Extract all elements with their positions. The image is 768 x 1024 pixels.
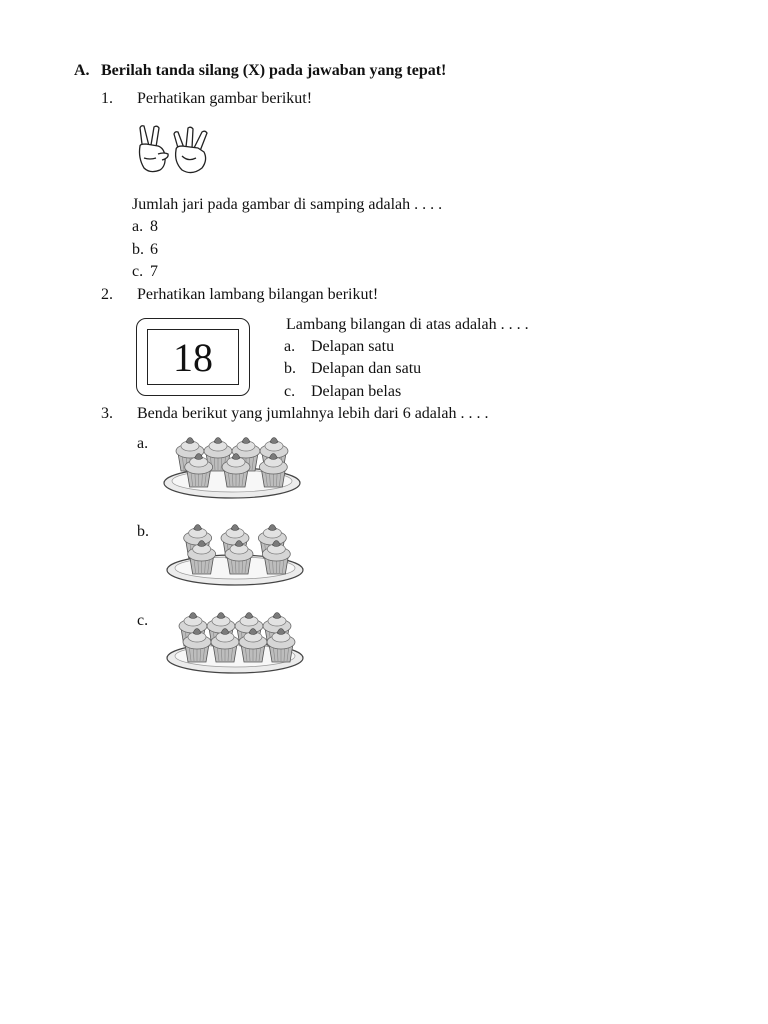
q3-option-b-letter[interactable]: b. (137, 523, 149, 540)
question-2-text: Lambang bilangan di atas adalah . . . . (286, 316, 529, 333)
two-hands-fingers-icon (136, 124, 226, 178)
question-3-number: 3. (101, 405, 113, 422)
cupcake-plate-b-icon[interactable] (163, 512, 307, 588)
question-2-number: 2. (101, 286, 113, 303)
question-1-text: Jumlah jari pada gambar di samping adalah . . . . (132, 196, 443, 213)
q3-option-c-letter[interactable]: c. (137, 612, 149, 629)
question-1-prompt: Perhatikan gambar berikut! (137, 90, 313, 107)
question-3-prompt: Benda berikut yang jumlahnya lebih dari 6 adalah . . . . (137, 405, 489, 422)
number-symbol-box (136, 318, 250, 396)
q1-option-b-letter[interactable]: b. (132, 241, 144, 258)
q1-option-c-letter[interactable]: c. (132, 263, 144, 280)
section-letter: A. (74, 62, 90, 79)
number-symbol: 18 (147, 329, 239, 385)
q2-option-b-letter[interactable]: b. (284, 360, 296, 377)
section-title: Berilah tanda silang (X) pada jawaban yang tepat! (101, 62, 447, 79)
q1-option-a-letter[interactable]: a. (132, 218, 144, 235)
question-1-number: 1. (101, 90, 113, 107)
q2-option-c-text[interactable]: Delapan belas (311, 383, 402, 400)
cupcake-plate-a-icon[interactable] (160, 425, 304, 501)
q3-option-a-letter[interactable]: a. (137, 435, 149, 452)
q1-option-c-text[interactable]: 7 (150, 263, 158, 280)
q2-option-a-text[interactable]: Delapan satu (311, 338, 395, 355)
q2-option-c-letter[interactable]: c. (284, 383, 296, 400)
q2-option-b-text[interactable]: Delapan dan satu (311, 360, 422, 377)
q1-option-a-text[interactable]: 8 (150, 218, 158, 235)
question-2-prompt: Perhatikan lambang bilangan berikut! (137, 286, 379, 303)
cupcake-plate-c-icon[interactable] (163, 600, 307, 676)
q1-option-b-text[interactable]: 6 (150, 241, 158, 258)
q2-option-a-letter[interactable]: a. (284, 338, 296, 355)
